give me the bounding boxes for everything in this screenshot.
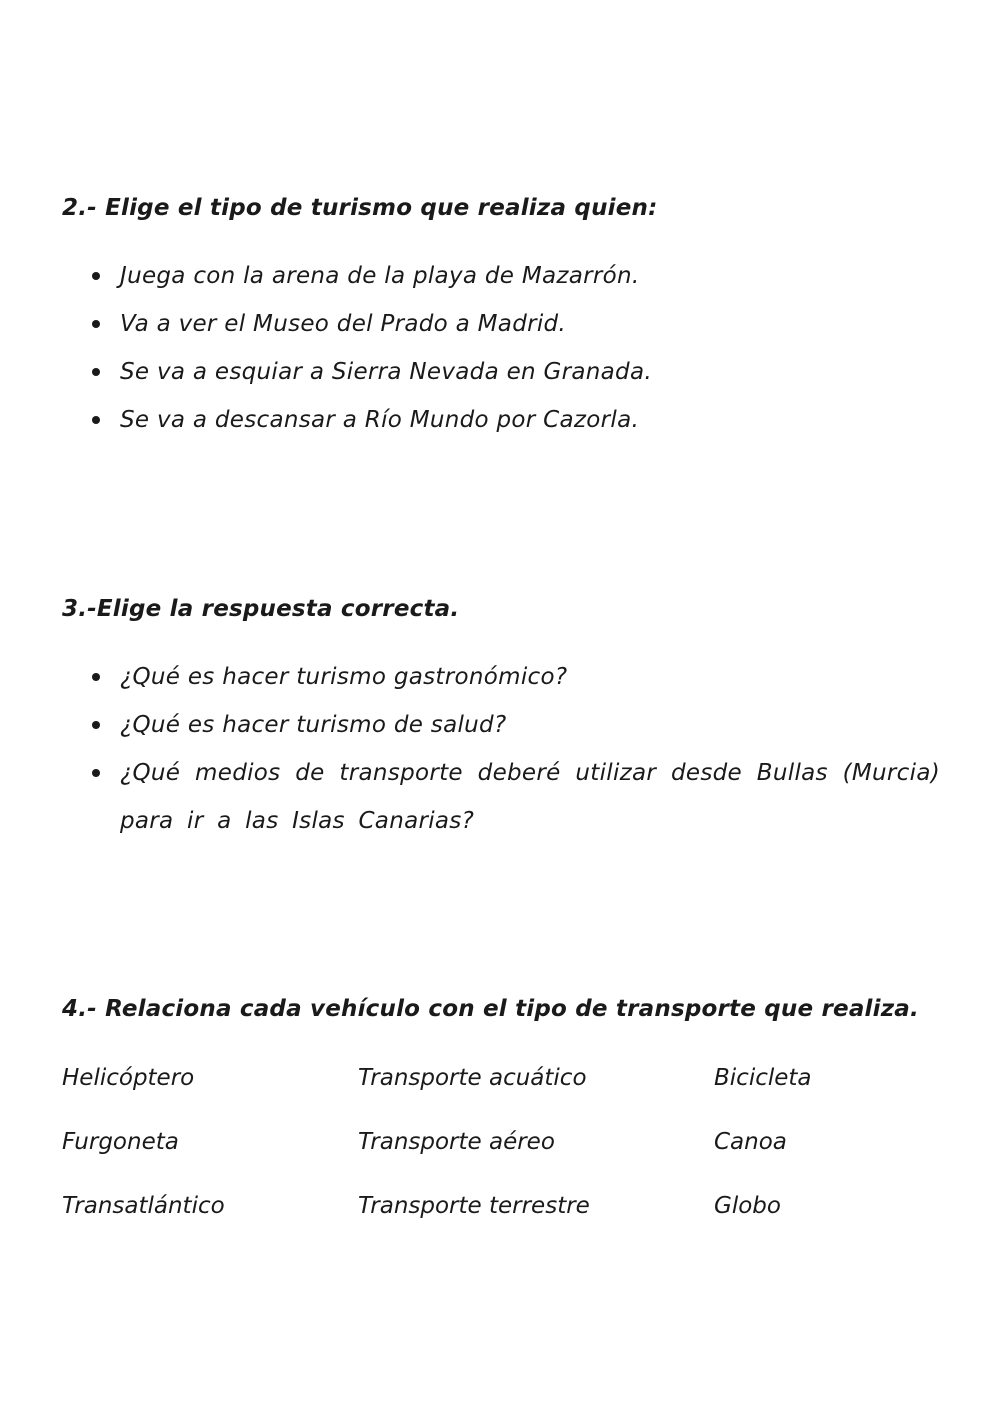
vehicle-item: Helicóptero xyxy=(62,1065,195,1091)
vehicle-item: Canoa xyxy=(714,1129,787,1155)
section-2-heading: 2.- Elige el tipo de turismo que realiza quien: xyxy=(62,195,658,221)
section-4-heading: 4.- Relaciona cada vehículo con el tipo de transporte que realiza. xyxy=(62,996,919,1022)
transport-types-column xyxy=(358,1046,590,1238)
vehicles-column xyxy=(62,1046,225,1238)
transport-type-item: Transporte aéreo xyxy=(358,1129,555,1155)
vehicles-column-2 xyxy=(714,1046,812,1238)
vehicle-item: Bicicleta xyxy=(714,1065,812,1091)
transport-type-item: Transporte acuático xyxy=(358,1065,587,1091)
vehicle-item: Furgoneta xyxy=(62,1129,179,1155)
list-item: ¿Qué es hacer turismo gastronómico? xyxy=(120,653,940,701)
list-item: ¿Qué es hacer turismo de salud? xyxy=(120,701,940,749)
list-item: Se va a esquiar a Sierra Nevada en Granada. xyxy=(120,348,940,396)
vehicle-item: Transatlántico xyxy=(62,1193,225,1219)
section-3-heading: 3.-Elige la respuesta correcta. xyxy=(62,596,460,622)
vehicle-item: Globo xyxy=(714,1193,781,1219)
list-item: Juega con la arena de la playa de Mazarrón. xyxy=(120,252,940,300)
list-item: Se va a descansar a Río Mundo por Cazorla. xyxy=(120,396,940,444)
list-item: Va a ver el Museo del Prado a Madrid. xyxy=(120,300,940,348)
transport-type-item: Transporte terrestre xyxy=(358,1193,590,1219)
section-2-list xyxy=(120,252,940,444)
list-item: ¿Qué medios de transporte deberé utilizar desde Bullas (Murcia) para ir a las Islas Canarias? xyxy=(120,749,940,845)
section-3-list xyxy=(120,653,940,845)
